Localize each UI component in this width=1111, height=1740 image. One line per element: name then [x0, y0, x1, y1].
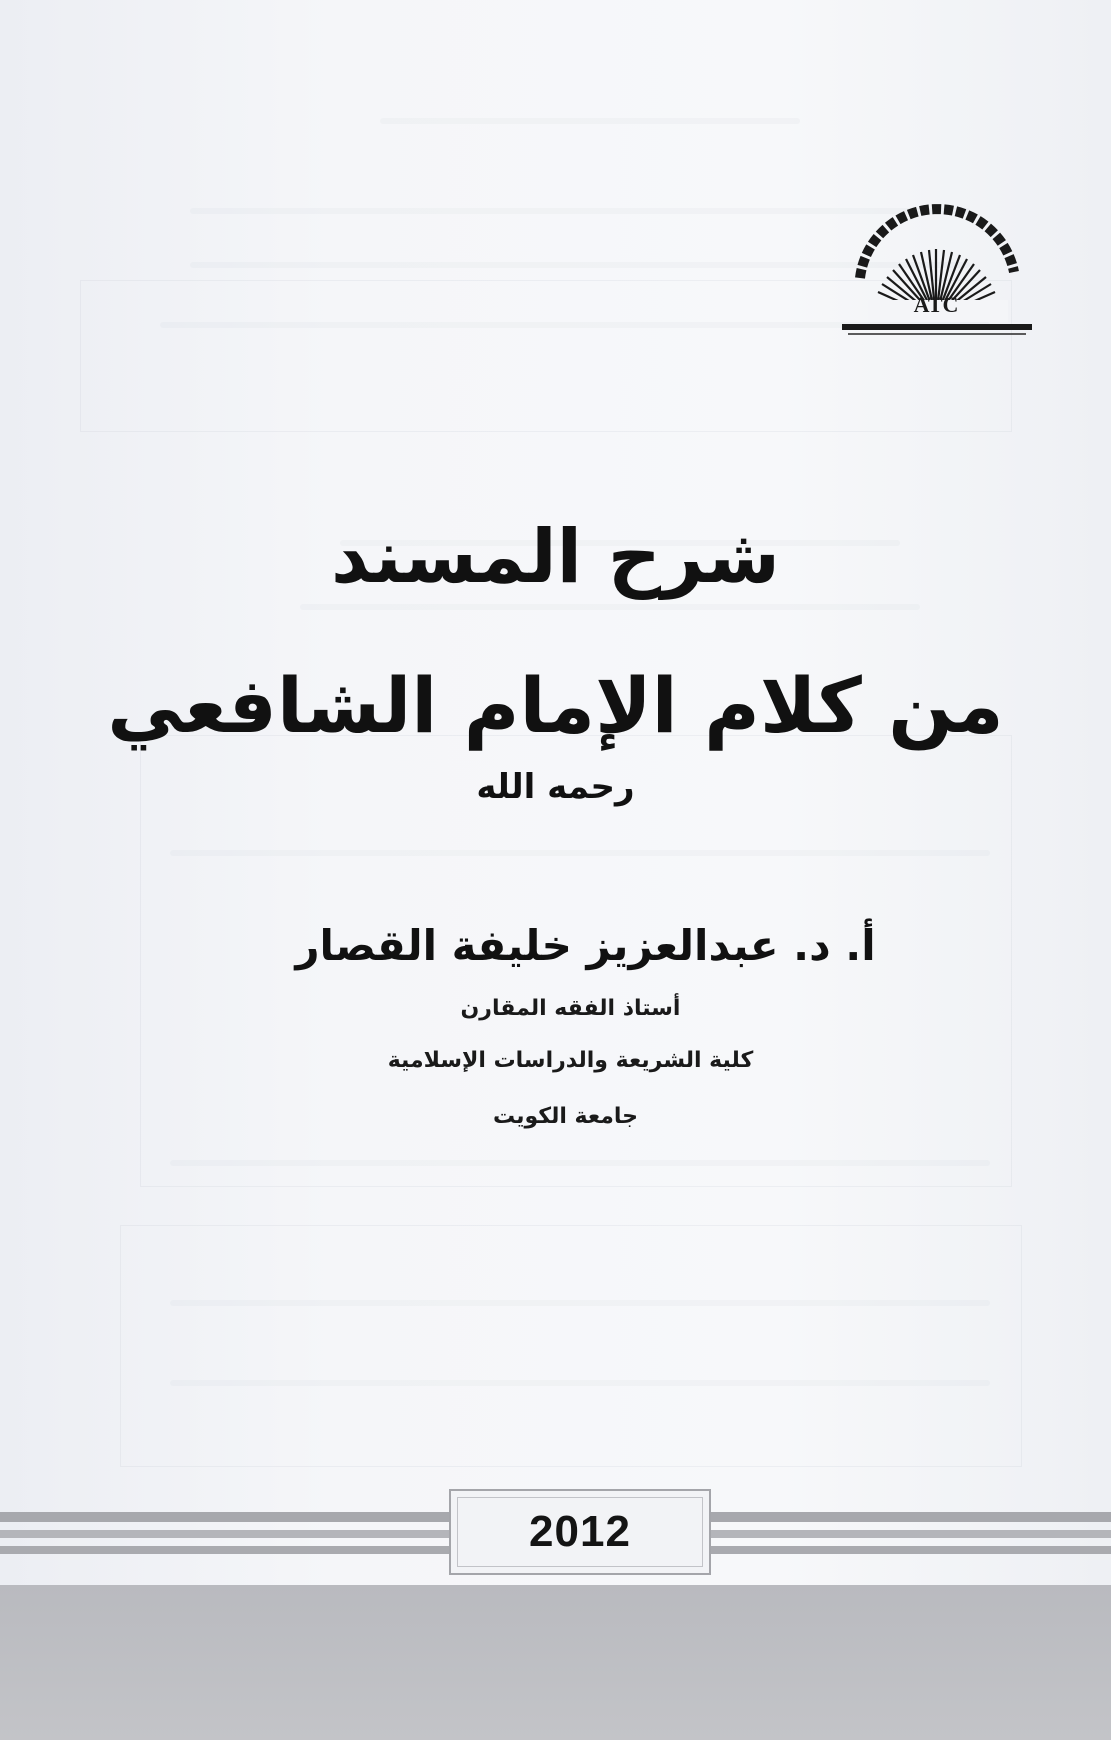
show-through-line: [170, 1160, 990, 1166]
show-through-line: [170, 850, 990, 856]
show-through-line: [170, 1300, 990, 1306]
author-faculty: كلية الشريعة والدراسات الإسلامية: [387, 1048, 754, 1073]
show-through-frame-bottom: [120, 1225, 1022, 1467]
svg-text:ATC: ATC: [913, 292, 959, 317]
book-title-line-1: شرح المسند: [331, 514, 780, 600]
honorific-subtitle: رحمه الله: [476, 767, 635, 807]
book-title-line-2: من كلام الإمام الشافعي: [107, 661, 1004, 750]
show-through-line: [170, 1380, 990, 1386]
footer-band: [0, 1585, 1111, 1740]
publication-year: 2012: [529, 1507, 631, 1556]
author-name: أ. د. عبدالعزيز خليفة القصار: [295, 921, 876, 970]
sunburst-logo-icon: [838, 200, 1034, 340]
author-position: أستاذ الفقه المقارن: [460, 996, 681, 1021]
author-university: جامعة الكويت: [492, 1104, 639, 1129]
show-through-line: [380, 118, 800, 124]
show-through-line: [300, 604, 920, 610]
year-box: [449, 1489, 711, 1575]
